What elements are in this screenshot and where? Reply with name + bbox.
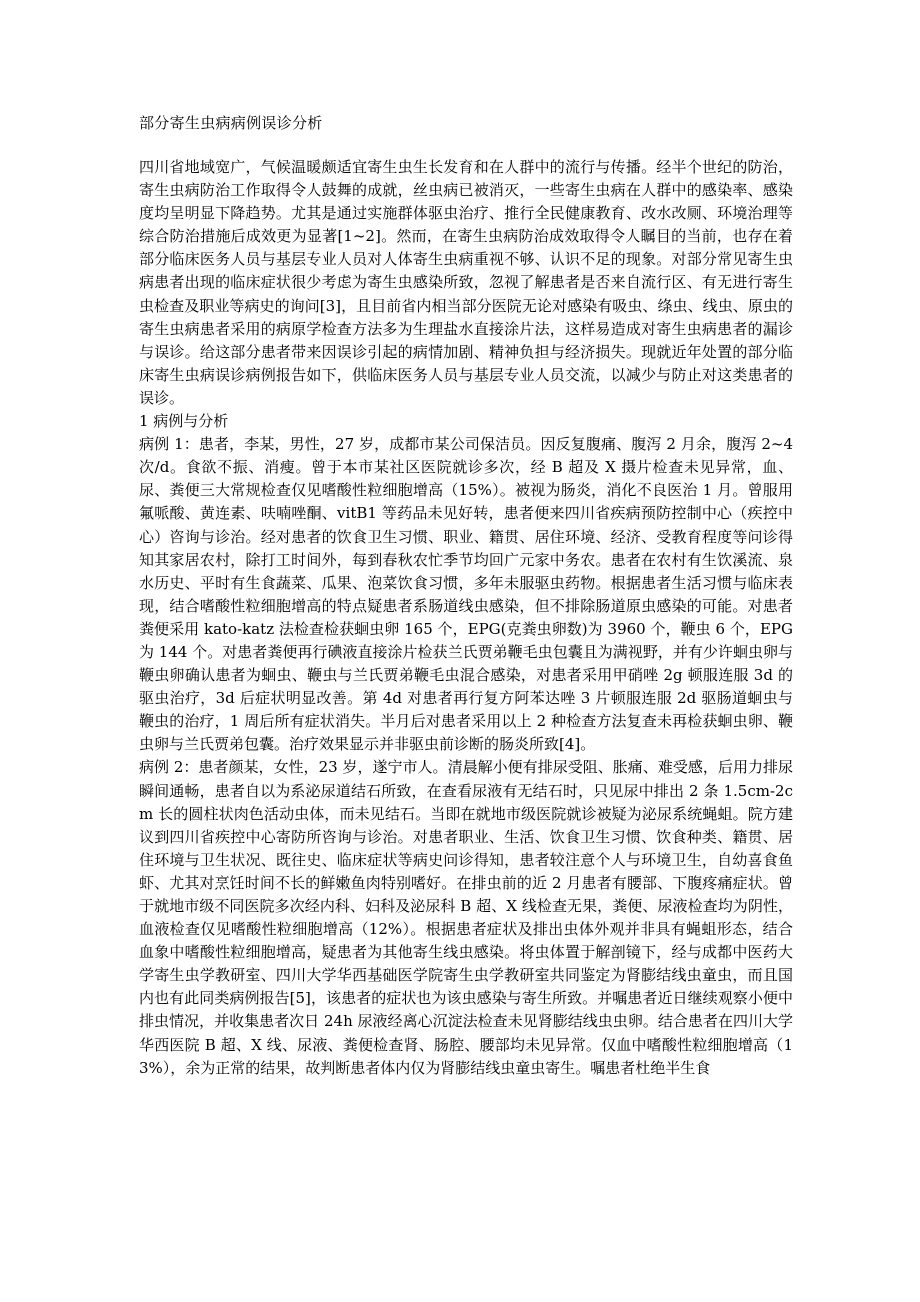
document-title: 部分寄生虫病病例误诊分析	[139, 114, 323, 132]
case-2-paragraph: 病例 2：患者颜某，女性，23 岁，遂宁市人。清晨解小便有排尿受阻、胀痛、难受感，后用力排尿瞬间通畅，患者自以为系泌尿道结石所致，在查看尿液有无结石时，只见尿中排出 2 条 1.5cm-2cm 长的圆柱状肉色活动虫体，而未见结石。当即在就地市级医院就诊被疑为泌尿系统蝇蛆。院方建议到四川省疾控中心寄防所咨询与诊治。对患者职业、生活、饮食卫生习惯、饮食种类、籍贯、居住环境与卫生状况、既往史、临床症状等病史问诊得知，患者较注意个人与环境卫生，自幼喜食鱼虾、尤其对烹饪时间不长的鲜嫩鱼肉特别嗜好。在排虫前的近 2 月患者有腰部、下腹疼痛症状。曾于就地市级不同医院多次经内科、妇科及泌尿科 B 超、X 线检查无果，粪便、尿液检查均为阴性，血液检查仅见嗜酸性粒细胞增高（12%）。根据患者症状及排出虫体外观并非具有蝇蛆形态，结合血象中嗜酸性粒细胞增高，疑患者为其他寄生线虫感染。将虫体置于解剖镜下，经与成都中医药大学寄生虫学教研室、四川大学华西基础医学院寄生虫学教研室共同鉴定为肾膨结线虫童虫，而且国内也有此同类病例报告[5]，该患者的症状也为该虫感染与寄生所致。并嘱患者近日继续观察小便中排虫情况，并收集患者次日 24h 尿液经离心沉淀法检查未见肾膨结线虫虫卵。结合患者在四川大学华西医院 B 超、X 线、尿液、粪便检查肾、肠腔、腰部均未见异常。仅血中嗜酸性粒细胞增高（13%），余为正常的结果，故判断患者体内仅为肾膨结线虫童虫寄生。嘱患者杜绝半生食	[139, 758, 793, 1077]
section-heading: 1 病例与分析	[139, 412, 229, 431]
document-page	[139, 112, 793, 1080]
intro-paragraph: 四川省地域宽广，气候温暖颇适宜寄生虫生长发育和在人群中的流行与传播。经半个世纪的防治，寄生虫病防治工作取得令人鼓舞的成就，丝虫病已被消灭，一些寄生虫病在人群中的感染率、感染度均呈明显下降趋势。尤其是通过实施群体驱虫治疗、推行全民健康教育、改水改厕、环境治理等综合防治措施后成效更为显著[1~2]。然而，在寄生虫病防治成效取得令人瞩目的当前，也存在着部分临床医务人员与基层专业人员对人体寄生虫病重视不够、认识不足的现象。对部分常见寄生虫病患者出现的临床症状很少考虑为寄生虫感染所致，忽视了解患者是否来自流行区、有无进行寄生虫检查及职业等病史的询问[3]，且目前省内相当部分医院无论对感染有吸虫、绦虫、线虫、原虫的寄生虫病患者采用的病原学检查方法多为生理盐水直接涂片法，这样易造成对寄生虫病患者的漏诊与误诊。给这部分患者带来因误诊引起的病情加剧、精神负担与经济损失。现就近年处置的部分临床寄生虫病误诊病例报告如下，供临床医务人员与基层专业人员交流，以减少与防止对这类患者的误诊。	[139, 158, 793, 407]
case-1-paragraph: 病例 1：患者，李某，男性，27 岁，成都市某公司保洁员。因反复腹痛、腹泻 2 月余，腹泻 2~4 次/d。食欲不振、消瘦。曾于本市某社区医院就诊多次，经 B 超及 X 摄片检查未见异常，血、尿、粪便三大常规检查仅见嗜酸性粒细胞增高（15%）。被视为肠炎，消化不良医治 1 月。曾服用氟哌酸、黄连素、呋喃唑酮、vitB1 等药品未见好转，患者便来四川省疾病预防控制中心（疾控中心）咨询与诊治。经对患者的饮食卫生习惯、职业、籍贯、居住环境、经济、受教育程度等问诊得知其家居农村，除打工时间外，每到春秋农忙季节均回广元家中务农。患者在农村有生饮溪流、泉水历史、平时有生食蔬菜、瓜果、泡菜饮食习惯，多年未服驱虫药物。根据患者生活习惯与临床表现，结合嗜酸性粒细胞增高的特点疑患者系肠道线虫感染，但不排除肠道原虫感染的可能。对患者粪便采用 kato-katz 法检查检获蛔虫卵 165 个，EPG(克粪虫卵数)为 3960 个，鞭虫 6 个，EPG 为 144 个。对患者粪便再行碘液直接涂片检获兰氏贾弟鞭毛虫包囊且为满视野，并有少许蛔虫卵与鞭虫卵确认患者为蛔虫、鞭虫与兰氏贾弟鞭毛虫混合感染，对患者采用甲硝唑 2g 顿服连服 3d 的驱虫治疗，3d 后症状明显改善。第 4d 对患者再行复方阿苯达唑 3 片顿服连服 2d 驱肠道蛔虫与鞭虫的治疗，1 周后所有症状消失。半月后对患者采用以上 2 种检查方法复查未再检获蛔虫卵、鞭虫卵与兰氏贾弟包囊。治疗效果显示并非驱虫前诊断的肠炎所致[4]。	[139, 435, 793, 754]
